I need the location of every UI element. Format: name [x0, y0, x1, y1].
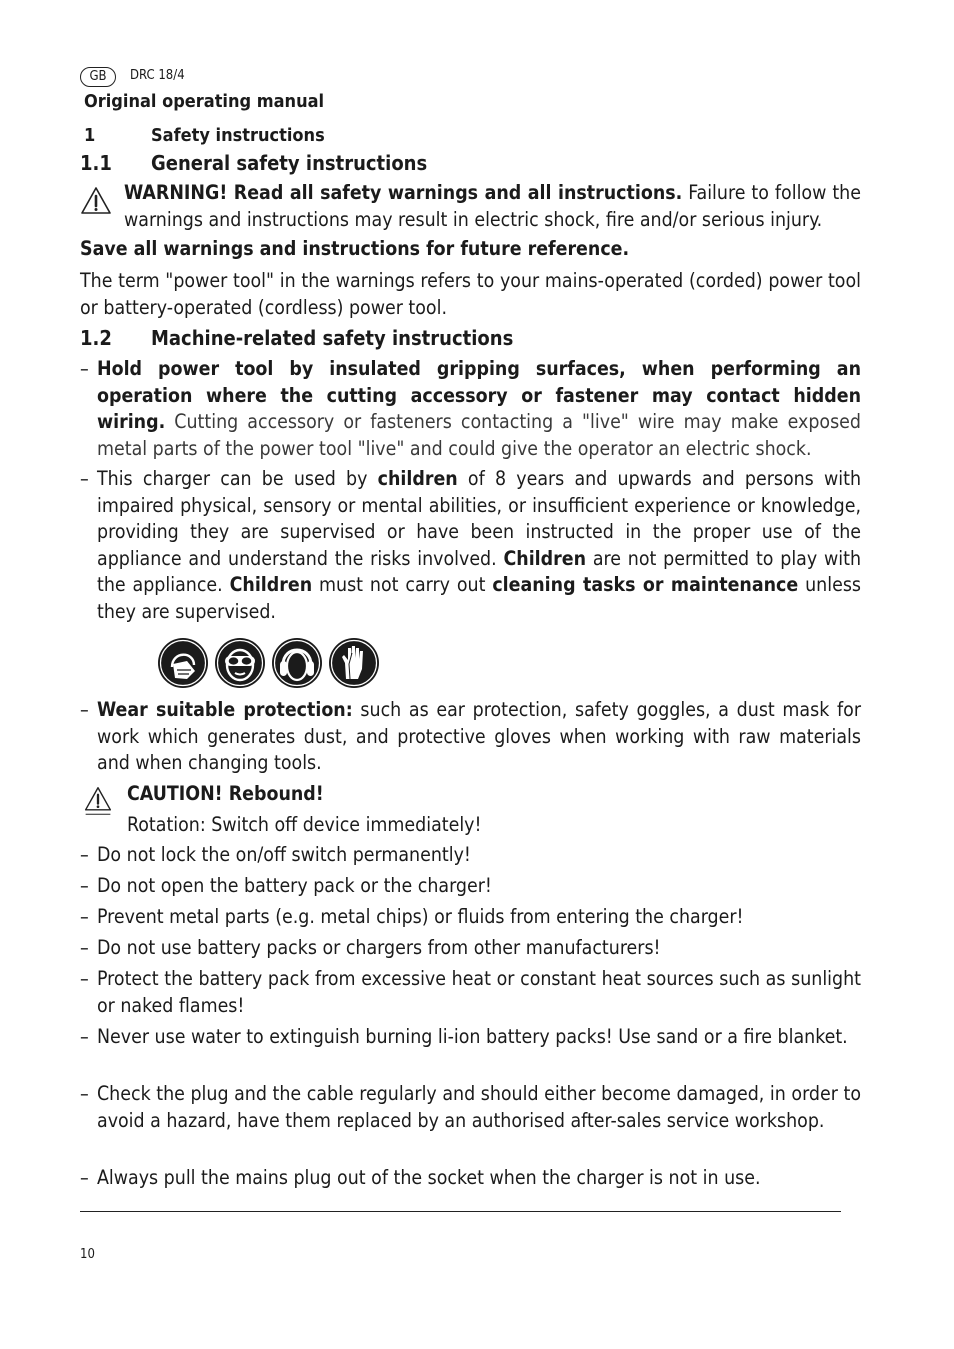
page-number: 10	[80, 1247, 95, 1262]
bullet-dash: –	[80, 1025, 89, 1048]
list-item	[80, 966, 861, 1019]
model-name: DRC 18/4	[130, 68, 185, 83]
save-notice: Save all warnings and instructions for future reference.	[80, 237, 630, 260]
safety-goggles-icon	[214, 637, 266, 689]
bullet-text: such as ear protection, safety goggles, a dust mask for work which generates dust, and protective gloves when working with raw materials and when changing tools.	[97, 698, 861, 775]
text-segment: unless they are supervised.	[97, 573, 861, 623]
list-item-text: Do not open the battery pack or the charger!	[97, 874, 492, 897]
list-item-text: Always pull the mains plug out of the socket when the charger is not in use.	[97, 1166, 761, 1189]
list-item	[80, 904, 861, 931]
text-segment: must not carry out	[312, 573, 493, 597]
warning-paragraph	[124, 180, 861, 233]
section-1-1-number: 1.1	[80, 151, 112, 175]
bullet-dash: –	[80, 905, 89, 928]
text-segment: of 8 years and upwards and persons with impaired physical, sensory or mental abilities, or insufficient experience or knowledge, providing they are supervised or have been instructed in the proper use of the appliance and understand the risks involved.	[97, 467, 862, 570]
list-item-wear-protection	[80, 697, 861, 777]
list-item-text: Protect the battery pack from excessive heat or constant heat sources such as sunlight or naked flames!	[97, 967, 861, 1017]
section-1-title: Safety instructions	[151, 125, 325, 146]
bullet-text: Cutting accessory or fasteners contacting a "live" wire may make exposed metal parts of the power tool "live" and could give the operator an electric shock.	[97, 410, 861, 460]
bold-segment: Children	[503, 546, 587, 570]
list-item	[80, 873, 861, 900]
caution-triangle-icon	[82, 786, 114, 816]
ppe-icons-row	[157, 637, 382, 691]
list-item-text: Do not use battery packs or chargers from other manufacturers!	[97, 936, 661, 959]
list-item-insulated-gripping	[80, 356, 861, 462]
bold-segment: cleaning tasks or maintenance	[492, 573, 799, 597]
bullet-dash: –	[80, 967, 89, 990]
section-1-number: 1	[84, 125, 96, 146]
dust-mask-icon	[157, 637, 209, 689]
bullet-dash: –	[80, 843, 89, 866]
bullet-bold: Wear suitable protection:	[97, 698, 353, 721]
bullet-dash: –	[80, 1082, 89, 1105]
list-item-text: Do not lock the on/off switch permanently!	[97, 843, 471, 866]
bullet-dash: –	[80, 357, 89, 380]
list-item	[80, 1081, 861, 1134]
caution-title: CAUTION! Rebound!	[127, 782, 324, 805]
bold-segment: Children	[229, 573, 313, 597]
bullet-dash: –	[80, 1166, 89, 1189]
bold-segment: children	[377, 467, 458, 490]
warning-text: Failure to follow the warnings and instructions may result in electric shock, fire and/or serious injury.	[124, 181, 861, 231]
list-item-text: Never use water to extinguish burning li-ion battery packs! Use sand or a fire blanket.	[97, 1025, 848, 1048]
text-segment: This charger can be used by	[97, 467, 378, 490]
bullet-dash: –	[80, 698, 89, 721]
list-item-text: Prevent metal parts (e.g. metal chips) or fluids from entering the charger!	[97, 905, 744, 928]
bullet-bold: Hold power tool by insulated gripping surfaces, when performing an operation where the cutting accessory or fastener may contact hidden wiring.	[97, 357, 861, 434]
bullet-dash: –	[80, 936, 89, 959]
text-segment: are not permitted to play with the appliance.	[97, 546, 862, 597]
protective-gloves-icon	[328, 637, 380, 689]
section-1-2-title: Machine-related safety instructions	[151, 326, 514, 350]
section-1-2-number: 1.2	[80, 326, 112, 350]
list-item	[80, 1165, 861, 1192]
power-tool-term-paragraph: The term "power tool" in the warnings refers to your mains-operated (corded) power tool or battery-operated (cordless) power tool.	[80, 269, 861, 319]
section-1-1-title: General safety instructions	[151, 151, 428, 175]
bullet-dash: –	[80, 874, 89, 897]
manual-title: Original operating manual	[84, 91, 325, 112]
list-item-children	[80, 466, 861, 626]
list-item	[80, 842, 861, 869]
warning-triangle-icon	[80, 186, 112, 216]
list-item-text: Check the plug and the cable regularly and should either become damaged, in order to avoid a hazard, have them replaced by an authorised after-sales service workshop.	[97, 1082, 861, 1132]
footer-divider	[80, 1211, 841, 1212]
list-item	[80, 1024, 861, 1051]
warning-bold: WARNING! Read all safety warnings and all instructions.	[124, 181, 683, 204]
ear-protection-icon	[271, 637, 323, 689]
caution-text: Rotation: Switch off device immediately!	[127, 813, 482, 836]
bullet-dash: –	[80, 467, 89, 490]
list-item	[80, 935, 861, 962]
language-badge: GB	[80, 67, 116, 87]
